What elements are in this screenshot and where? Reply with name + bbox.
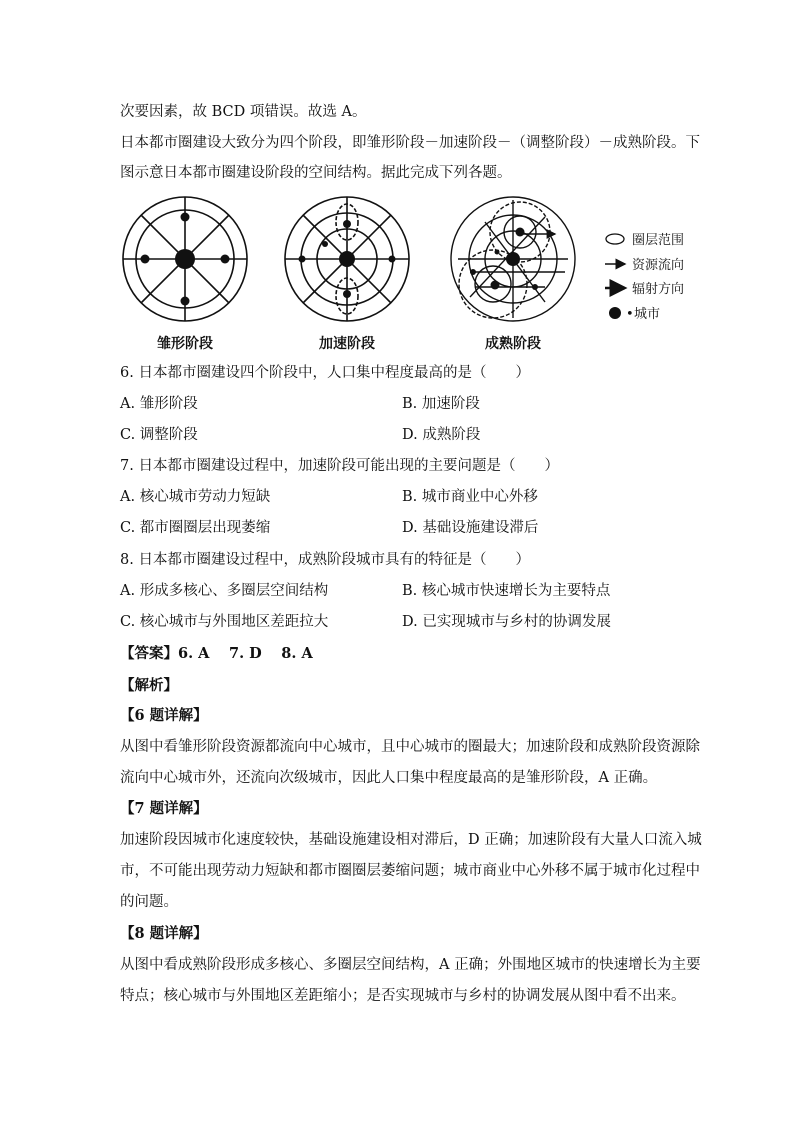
legend-label-radiation: 辐射方向 bbox=[632, 282, 685, 297]
q6-detail-line-0: 从图中看雏形阶段资源都流向中心城市，且中心城市的圈最大；加速阶段和成熟阶段资源除 bbox=[120, 739, 700, 755]
figure-legend bbox=[605, 233, 684, 322]
question-6-option-a[interactable]: A. 雏形阶段 bbox=[120, 396, 198, 412]
intro-line-1: 日本都市圈建设大致分为四个阶段，即雏形阶段－加速阶段－（调整阶段）－成熟阶段。下 bbox=[120, 135, 700, 151]
question-7-option-b[interactable]: B. 城市商业中心外移 bbox=[402, 489, 538, 505]
answer-text: 6. A 7. D 8. A bbox=[178, 645, 313, 662]
intro-line-2: 图示意日本都市圈建设阶段的空间结构。据此完成下列各题。 bbox=[120, 165, 512, 181]
svg-text:•: • bbox=[626, 307, 634, 322]
q8-detail-line-0: 从图中看成熟阶段形成多核心、多圈层空间结构，A 正确；外围地区城市的快速增长为主要 bbox=[120, 957, 701, 973]
question-6-option-b[interactable]: B. 加速阶段 bbox=[402, 396, 480, 412]
q8-detail-label: 【8 题详解】 bbox=[120, 925, 208, 942]
q7-detail-line-0: 加速阶段因城市化速度较快，基础设施建设相对滞后，D 正确；加速阶段有大量人口流入城 bbox=[120, 832, 702, 848]
question-8-option-c[interactable]: C. 核心城市与外围地区差距拉大 bbox=[120, 614, 329, 630]
question-7-option-d[interactable]: D. 基础设施建设滞后 bbox=[402, 520, 539, 536]
answer-label: 【答案】 bbox=[120, 645, 178, 662]
legend-label-range: 圈层范围 bbox=[632, 233, 685, 248]
question-8-option-d[interactable]: D. 已实现城市与乡村的协调发展 bbox=[402, 614, 611, 630]
q6-detail-line-1: 流向中心城市外，还流向次级城市，因此人口集中程度最高的是雏形阶段，A 正确。 bbox=[120, 770, 658, 786]
q6-detail-label: 【6 题详解】 bbox=[120, 707, 208, 724]
question-7-stem: 7. 日本都市圈建设过程中，加速阶段可能出现的主要问题是（ ） bbox=[120, 458, 559, 474]
caption-mature: 成熟阶段 bbox=[485, 336, 541, 352]
q7-detail-label: 【7 题详解】 bbox=[120, 800, 208, 817]
question-6-option-d[interactable]: D. 成熟阶段 bbox=[402, 427, 481, 443]
intro-line-0: 次要因素，故 BCD 项错误。故选 A。 bbox=[120, 104, 367, 120]
urban-circle-figure bbox=[115, 192, 705, 354]
stage-mature-diagram bbox=[451, 197, 575, 321]
question-6-option-c[interactable]: C. 调整阶段 bbox=[120, 427, 198, 443]
stage-accelerating-diagram bbox=[285, 197, 409, 321]
q7-detail-line-2: 的问题。 bbox=[120, 894, 178, 910]
question-6-stem: 6. 日本都市圈建设四个阶段中，人口集中程度最高的是（ ） bbox=[120, 365, 530, 381]
question-8-option-b[interactable]: B. 核心城市快速增长为主要特点 bbox=[402, 583, 611, 599]
question-7-option-a[interactable]: A. 核心城市劳动力短缺 bbox=[120, 489, 271, 505]
q8-detail-line-1: 特点；核心城市与外围地区差距缩小；是否实现城市与乡村的协调发展从图中看不出来。 bbox=[120, 988, 686, 1004]
stage-embryonic-diagram bbox=[123, 197, 247, 321]
caption-embryonic: 雏形阶段 bbox=[157, 336, 213, 352]
question-8-stem: 8. 日本都市圈建设过程中，成熟阶段城市具有的特征是（ ） bbox=[120, 552, 530, 568]
legend-label-city: 城市 bbox=[634, 307, 661, 322]
analysis-label: 【解析】 bbox=[120, 677, 178, 694]
question-8-option-a[interactable]: A. 形成多核心、多圈层空间结构 bbox=[120, 583, 329, 599]
legend-label-resource-flow: 资源流向 bbox=[632, 258, 685, 273]
question-7-option-c[interactable]: C. 都市圈圈层出现萎缩 bbox=[120, 520, 271, 536]
caption-accelerating: 加速阶段 bbox=[319, 336, 375, 352]
answer-line bbox=[120, 644, 313, 664]
q7-detail-line-1: 市，不可能出现劳动力短缺和都市圈圈层萎缩问题；城市商业中心外移不属于城市化过程中 bbox=[120, 863, 700, 879]
